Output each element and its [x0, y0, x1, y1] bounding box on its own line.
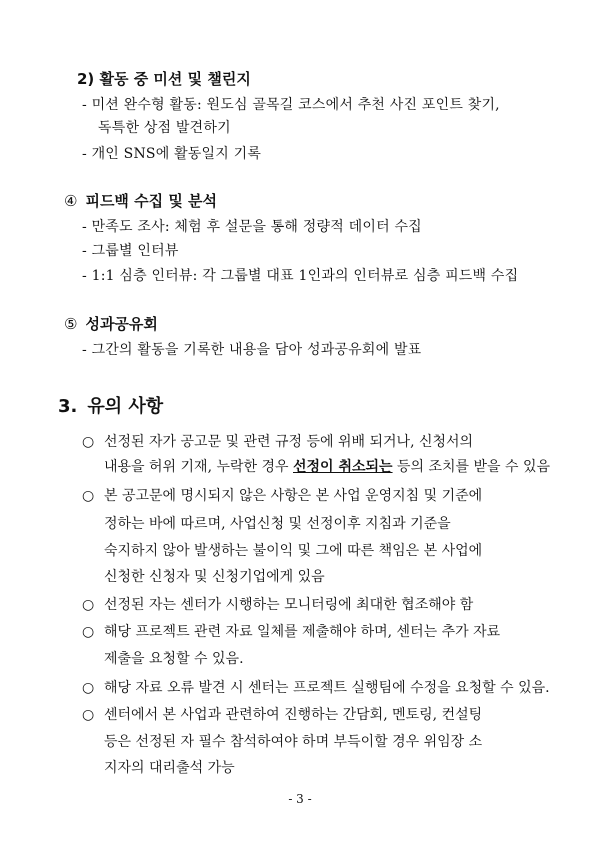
note-item: ○ 선정된 자는 센터가 시행하는 모니터링에 최대한 협조해야 함 — [82, 597, 474, 613]
note-item-continuation: 숙지하지 않아 발생하는 불이익 및 그에 따른 책임은 본 사업에 — [104, 543, 483, 559]
list-item: - 그룹별 인터뷰 — [82, 243, 179, 259]
circled-number: ⑤ — [64, 315, 78, 333]
subheading-feedback — [64, 190, 217, 211]
circle-bullet-icon: ○ — [82, 624, 95, 640]
list-item: - 1:1 심층 인터뷰: 각 그룹별 대표 1인과의 인터뷰로 심층 피드백 수집 — [82, 268, 519, 284]
circle-bullet-icon: ○ — [82, 680, 95, 696]
circle-bullet-icon: ○ — [82, 707, 95, 723]
note-item: ○ 선정된 자가 공고문 및 관련 규정 등에 위배 되거나, 신청서의 — [82, 434, 474, 450]
note-item-continuation: 내용을 허위 기재, 누락한 경우 선정이 취소되는 등의 조치를 받을 수 있음 — [104, 459, 551, 475]
page-number: - 3 - — [288, 792, 312, 806]
list-item: - 그간의 활동을 기록한 내용을 담아 성과공유회에 발표 — [82, 342, 422, 358]
circle-bullet-icon: ○ — [82, 597, 95, 613]
section-number: 3. — [58, 396, 78, 417]
subheading-title: 피드백 수집 및 분석 — [85, 192, 218, 210]
note-item: ○ 본 공고문에 명시되지 않은 사항은 본 사업 운영지침 및 기준에 — [82, 488, 483, 504]
list-item: - 개인 SNS에 활동일지 기록 — [82, 146, 262, 162]
subheading-title: 성과공유회 — [85, 315, 158, 333]
subheading-result-sharing — [64, 313, 158, 334]
note-item: ○ 해당 자료 오류 발견 시 센터는 프로젝트 실행팀에 수정을 요청할 수 있음. — [82, 680, 550, 696]
note-item: ○ 센터에서 본 사업과 관련하여 진행하는 간담회, 멘토링, 컨설팅 — [82, 707, 483, 723]
note-item: ○ 해당 프로젝트 관련 자료 일체를 제출해야 하며, 센터는 추가 자료 — [82, 624, 501, 640]
note-item-continuation: 지자의 대리출석 가능 — [104, 760, 235, 776]
emphasis-text: 선정이 취소되는 — [293, 459, 393, 475]
circled-number: ④ — [64, 192, 78, 210]
circle-bullet-icon: ○ — [82, 434, 95, 450]
section-heading-notes — [58, 392, 163, 418]
note-item-continuation: 신청한 신청자 및 신청기업에게 있음 — [104, 569, 325, 585]
circle-bullet-icon: ○ — [82, 488, 95, 504]
list-item: - 미션 완수형 활동: 원도심 골목길 코스에서 추천 사진 포인트 찾기, — [82, 97, 500, 113]
note-item-continuation: 등은 선정된 자 필수 참석하여야 하며 부득이할 경우 위임장 소 — [104, 734, 483, 750]
section-title: 유의 사항 — [87, 396, 164, 417]
note-item-continuation: 정하는 바에 따르며, 사업신청 및 선정이후 지침과 기준을 — [104, 516, 451, 532]
list-item-continuation: 독특한 상점 발견하기 — [98, 120, 231, 136]
subheading-missions: 2) 활동 중 미션 및 챌린지 — [77, 70, 251, 88]
note-item-continuation: 제출을 요청할 수 있음. — [104, 651, 244, 667]
list-item: - 만족도 조사: 체험 후 설문을 통해 정량적 데이터 수집 — [82, 219, 422, 235]
